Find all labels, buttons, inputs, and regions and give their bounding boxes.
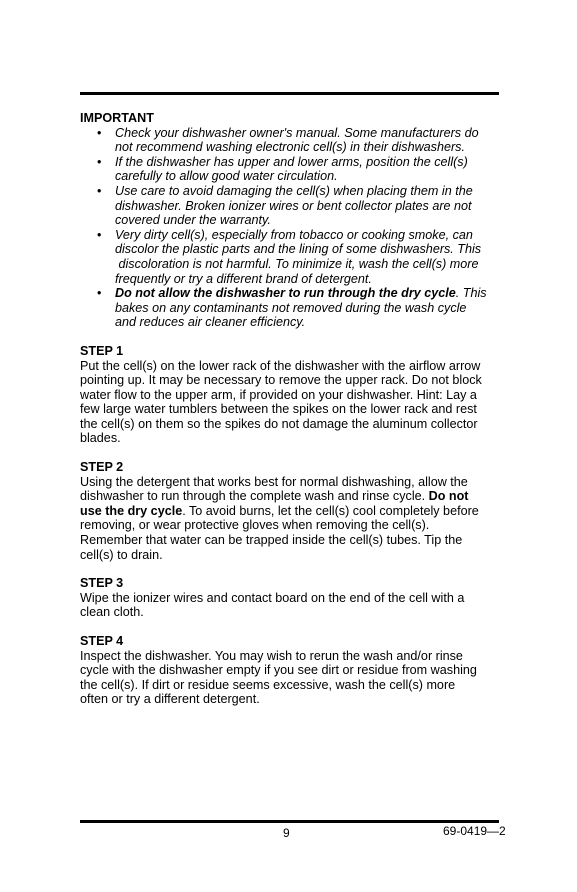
- step-body: [80, 475, 505, 563]
- list-item: [80, 126, 505, 155]
- bullet-line: bakes on any contaminants not removed during the wash cycle: [115, 300, 467, 315]
- step-body: [80, 359, 505, 447]
- step-1: [80, 344, 505, 446]
- step-line: removing, or wear protective gloves when removing the cell(s).: [80, 518, 430, 533]
- step-line: water flow to the upper arm, if provided on your dishwasher. Hint: Lay a: [80, 387, 477, 402]
- bullet-icon: •: [97, 125, 102, 140]
- step-line: [80, 504, 505, 519]
- bullet-line: [115, 286, 505, 301]
- bullet-line: If the dishwasher has upper and lower arms, position the cell(s): [115, 154, 468, 169]
- step-line: Wipe the ionizer wires and contact board on the end of the cell with a: [80, 590, 465, 605]
- step-line: Inspect the dishwasher. You may wish to rerun the wash and/or rinse: [80, 648, 463, 663]
- page-content: [80, 111, 505, 707]
- bullet-line: Use care to avoid damaging the cell(s) when placing them in the: [115, 183, 473, 198]
- important-heading: IMPORTANT: [80, 111, 154, 125]
- dry-cycle-warning-end: use the dry cycle: [80, 503, 183, 518]
- dry-cycle-warning: Do not allow the dishwasher to run through the dry cycle: [115, 286, 456, 301]
- step-body: [80, 591, 505, 620]
- bottom-rule: [80, 820, 499, 823]
- step-heading: STEP 1: [80, 343, 124, 358]
- bullet-icon: •: [97, 286, 102, 301]
- step-heading: STEP 4: [80, 634, 124, 648]
- bullet-line: carefully to allow good water circulation.: [115, 169, 338, 184]
- step-heading: STEP 2: [80, 460, 124, 475]
- step-line: the cell(s). If dirt or residue seems excessive, wash the cell(s) more: [80, 677, 456, 692]
- step-line: pointing up. It may be necessary to remove the upper rack. Do not block: [80, 373, 482, 388]
- bullet-line: frequently or try a different brand of detergent.: [115, 271, 372, 286]
- step-line: few large water tumblers between the spikes on the lower rack and rest: [80, 402, 477, 417]
- bullet-line: covered under the warranty.: [115, 213, 271, 228]
- step-text: . To avoid burns, let the cell(s) cool completely before: [182, 503, 479, 518]
- step-3: [80, 576, 505, 620]
- list-item: [80, 228, 505, 286]
- step-heading: STEP 3: [80, 576, 124, 591]
- bullet-line: discoloration is not harmful. To minimize it, wash the cell(s) more: [115, 256, 479, 271]
- step-text: dishwasher to run through the complete wash and rinse cycle.: [80, 489, 429, 504]
- step-line: blades.: [80, 431, 121, 446]
- bullet-line: not recommend washing electronic cell(s) in their dishwashers.: [115, 140, 465, 155]
- step-line: Using the detergent that works best for normal dishwashing, allow the: [80, 474, 468, 489]
- bullet-text: . This: [455, 286, 487, 301]
- list-item: [80, 184, 505, 228]
- list-item: [80, 155, 505, 184]
- bullet-icon: •: [97, 183, 102, 198]
- document-code: 69-0419—2: [443, 824, 506, 838]
- bullet-line: and reduces air cleaner efficiency.: [115, 315, 306, 330]
- step-4: [80, 634, 505, 707]
- step-line: cycle with the dishwasher empty if you see dirt or residue from washing: [80, 663, 477, 678]
- bullet-line: Check your dishwasher owner's manual. Some manufacturers do: [115, 125, 479, 140]
- step-line: the cell(s) on them so the spikes do not damage the aluminum collector: [80, 416, 478, 431]
- step-2: [80, 460, 505, 562]
- bullet-icon: •: [97, 227, 102, 242]
- bullet-line: Very dirty cell(s), especially from tobacco or cooking smoke, can: [115, 227, 473, 242]
- step-line: Remember that water can be trapped inside the cell(s) tubes. Tip the: [80, 533, 463, 548]
- important-list: [80, 126, 505, 330]
- bullet-icon: •: [97, 154, 102, 169]
- dry-cycle-warning-start: Do not: [428, 489, 469, 504]
- step-line: cell(s) to drain.: [80, 547, 163, 562]
- bullet-line: dishwasher. Broken ionizer wires or bent collector plates are not: [115, 198, 472, 213]
- list-item: [80, 286, 505, 330]
- step-line: often or try a different detergent.: [80, 692, 260, 707]
- step-line: clean cloth.: [80, 605, 144, 620]
- top-rule: [80, 92, 499, 95]
- bullet-line: discolor the plastic parts and the lining of some dishwashers. This: [115, 242, 482, 257]
- step-body: [80, 649, 505, 707]
- step-line: [80, 489, 505, 504]
- page-number: 9: [283, 826, 290, 840]
- step-line: Put the cell(s) on the lower rack of the dishwasher with the airflow arrow: [80, 358, 481, 373]
